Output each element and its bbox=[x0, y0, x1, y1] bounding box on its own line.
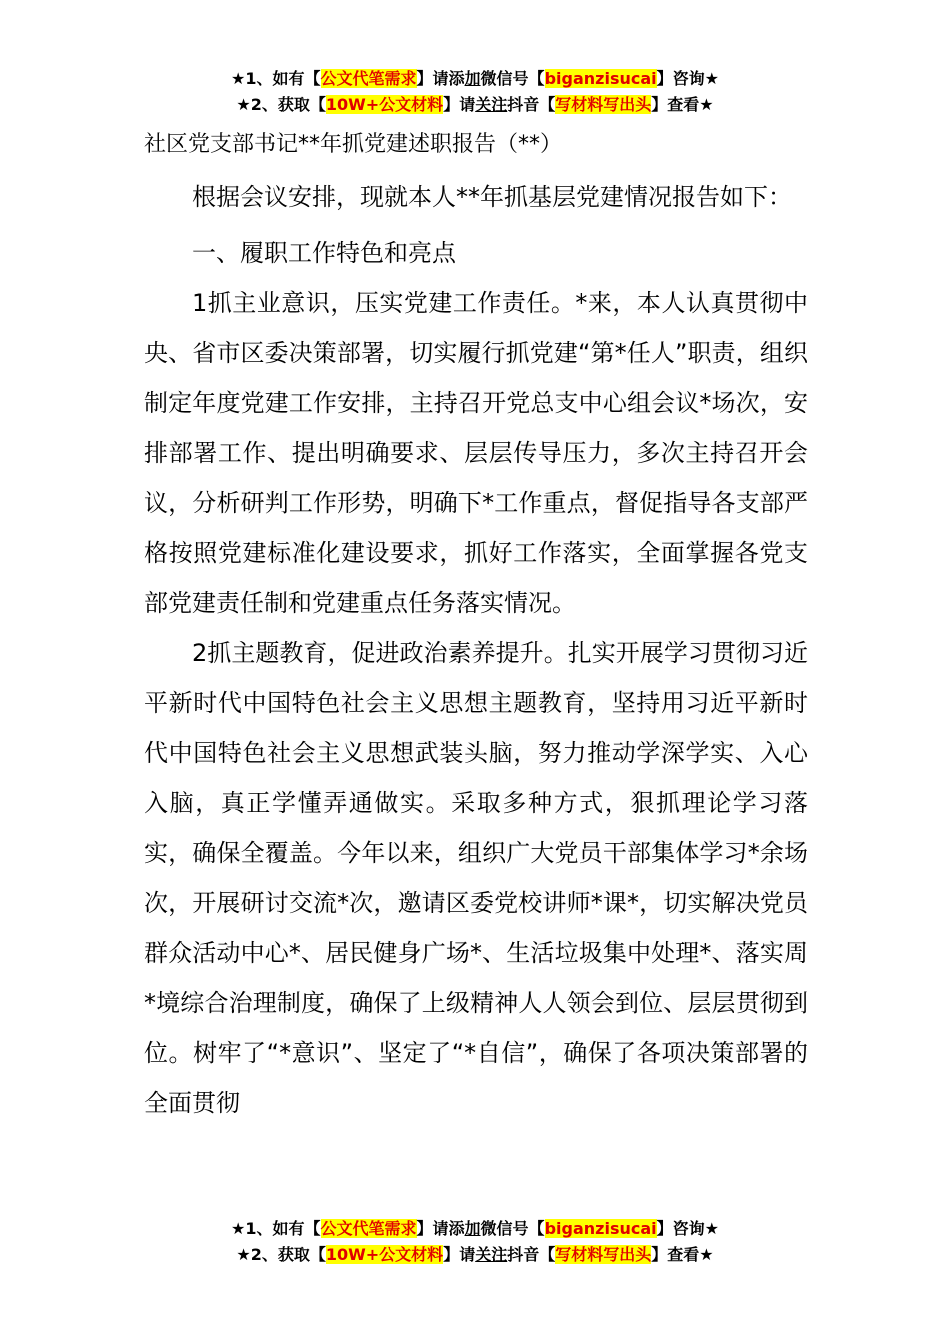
banner-text: 】咨询★ bbox=[656, 69, 719, 88]
banner-underline: 关注 bbox=[475, 95, 508, 114]
banner-text: ★1、如有【 bbox=[231, 69, 321, 88]
banner-line-2 bbox=[0, 92, 950, 118]
banner-line-2 bbox=[0, 1242, 950, 1268]
banner-text: 】请 bbox=[443, 1245, 476, 1264]
banner-text: 】请 bbox=[443, 95, 476, 114]
banner-text: ★2、获取【 bbox=[236, 95, 326, 114]
document-title: 社区党支部书记**年抓党建述职报告（**） bbox=[144, 132, 563, 157]
banner-line-1 bbox=[0, 1216, 950, 1242]
banner-underline: 关注 bbox=[475, 1245, 508, 1264]
banner-text: 抖音【 bbox=[507, 95, 556, 114]
banner-text: ★1、如有【 bbox=[231, 1219, 321, 1238]
banner-highlight: 写材料写出头 bbox=[555, 95, 652, 114]
banner-line-1 bbox=[0, 66, 950, 92]
banner-text: 】请添 bbox=[416, 1219, 465, 1238]
intro-paragraph: 根据会议安排，现就本人**年抓基层党建情况报告如下： bbox=[192, 183, 792, 211]
banner-highlight: biganzisucai bbox=[544, 69, 657, 88]
banner-text: 抖音【 bbox=[507, 1245, 556, 1264]
banner-underline: 加 bbox=[464, 69, 481, 88]
banner-highlight: 10W+公文材料 bbox=[325, 1245, 444, 1264]
banner-text: 】咨询★ bbox=[656, 1219, 719, 1238]
banner-text: 微信号【 bbox=[480, 1219, 545, 1238]
footer-banner bbox=[0, 1216, 950, 1268]
banner-highlight: 10W+公文材料 bbox=[325, 95, 444, 114]
banner-highlight: 写材料写出头 bbox=[555, 1245, 652, 1264]
banner-highlight: 公文代笔需求 bbox=[320, 1219, 417, 1238]
header-banner bbox=[0, 66, 950, 118]
banner-highlight: biganzisucai bbox=[544, 1219, 657, 1238]
banner-text: ★2、获取【 bbox=[236, 1245, 326, 1264]
document-body bbox=[144, 124, 808, 1128]
banner-underline: 加 bbox=[464, 1219, 481, 1238]
paragraph-item-2: 2抓主题教育，促进政治素养提升。扎实开展学习贯彻习近平新时代中国特色社会主义思想主题教育，坚持用习近平新时代中国特色社会主义思想武装头脑，努力推动学深学实、入心入脑，真正学懂弄通做实。采取多种方式，狠抓理论学习落实，确保全覆盖。今年以来，组织广大党员干部集体学习*余场次，开展研讨交流*次，邀请区委党校讲师*课*，切实解决党员群众活动中心*、居民健身广场*、生活垃圾集中处理*、落实周*境综合治理制度，确保了上级精神人人领会到位、层层贯彻到位。树牢了“*意识”、坚定了“*自信”，确保了各项决策部署的全面贯彻 bbox=[144, 639, 808, 1117]
banner-text: 微信号【 bbox=[480, 69, 545, 88]
banner-text: 】查看★ bbox=[651, 95, 714, 114]
banner-highlight: 公文代笔需求 bbox=[320, 69, 417, 88]
banner-text: 】请添 bbox=[416, 69, 465, 88]
section-heading: 一、履职工作特色和亮点 bbox=[192, 239, 456, 267]
paragraph-item-1: 1抓主业意识，压实党建工作责任。*来，本人认真贯彻中央、省市区委决策部署，切实履行抓党建“第*任人”职责，组织制定年度党建工作安排，主持召开党总支中心组会议*场次，安排部署工作、提出明确要求、层层传导压力，多次主持召开会议，分析研判工作形势，明确下*工作重点，督促指导各支部严格按照党建标准化建设要求，抓好工作落实，全面掌握各党支部党建责任制和党建重点任务落实情况。 bbox=[144, 289, 808, 617]
banner-text: 】查看★ bbox=[651, 1245, 714, 1264]
